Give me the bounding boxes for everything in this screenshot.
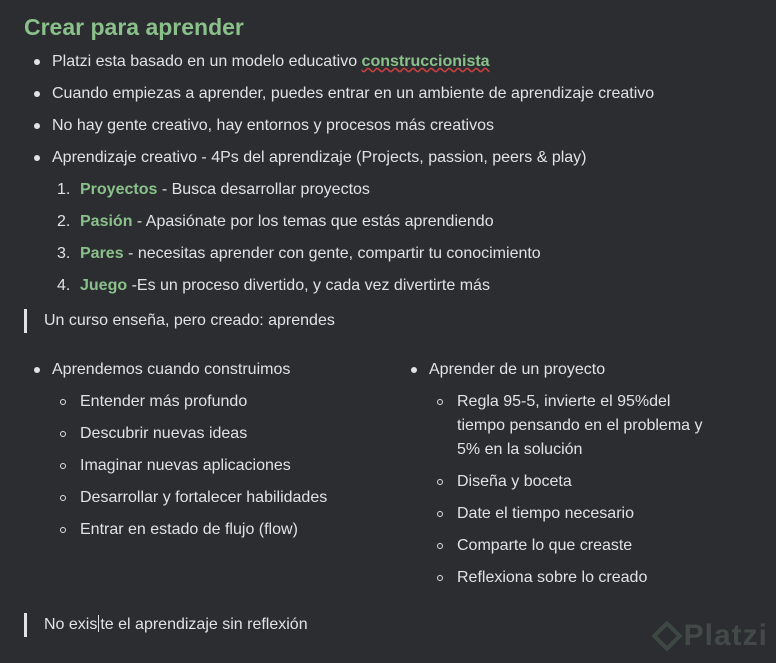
item-number: 4. [57, 277, 71, 294]
ordered-item [0, 238, 541, 270]
bullet-ring-icon [60, 527, 66, 533]
item-text: - necesitas aprender con gente, compartir tu conocimiento [123, 245, 541, 262]
sub-list-container [0, 386, 390, 546]
column-heading [0, 354, 390, 386]
platzi-logo-icon [651, 620, 682, 651]
sub-item-text: Entender más profundo [80, 393, 248, 410]
sub-item-text: Imaginar nuevas aplicaciones [80, 457, 291, 474]
sub-list-container [377, 386, 717, 594]
list-item [0, 46, 654, 78]
bullet-ring-icon [437, 399, 443, 405]
sub-list-item [0, 514, 390, 546]
sub-list-item [0, 386, 390, 418]
four-ps-list [0, 174, 541, 302]
sub-list [0, 386, 390, 546]
bullet-ring-icon [437, 575, 443, 581]
sub-list-item [0, 418, 390, 450]
sub-list [377, 386, 717, 594]
bullet-dot-icon [34, 155, 40, 161]
sub-item-text: Comparte lo que creaste [457, 537, 633, 554]
ordered-item [0, 174, 541, 206]
list-item [0, 142, 654, 174]
page-title: Crear para aprender [24, 14, 244, 40]
item-text: - Busca desarrollar proyectos [157, 181, 370, 198]
sub-list-item [377, 498, 717, 530]
column-heading-text: Aprendemos cuando construimos [52, 361, 291, 378]
sub-list-item [0, 450, 390, 482]
item-keyword: Proyectos [80, 181, 158, 198]
list-item-text: Cuando empiezas a aprender, puedes entrar en un ambiente de aprendizaje creativo [52, 85, 655, 102]
sub-item-text: Regla 95-5, invierte el 95%del tiempo pensando en el problema y 5% en la solución [457, 393, 703, 458]
watermark-text: Platzi [683, 619, 768, 652]
ordered-item [0, 270, 541, 302]
quote-text-part: te el aprendizaje sin reflexión [100, 616, 308, 633]
sub-item-text: Diseña y boceta [457, 473, 572, 490]
quote-text: Un curso enseña, pero creado: aprendes [44, 312, 335, 329]
highlighted-term: construccionista [361, 53, 490, 70]
list-item [0, 110, 654, 142]
bullet-ring-icon [437, 479, 443, 485]
sub-item-text: Descubrir nuevas ideas [80, 425, 248, 442]
blockquote-editing[interactable] [24, 613, 308, 637]
sub-item-text: Reflexiona sobre lo creado [457, 569, 648, 586]
column-heading-text: Aprender de un proyecto [429, 361, 606, 378]
right-column [377, 354, 717, 594]
blockquote [24, 309, 335, 333]
item-keyword: Pares [80, 245, 124, 262]
quote-text-part: No exis [44, 616, 98, 633]
left-column [0, 354, 390, 546]
bullet-dot-icon [34, 91, 40, 97]
item-keyword: Pasión [80, 213, 133, 230]
item-text: - Apasiónate por los temas que estás aprendiendo [132, 213, 494, 230]
bullet-ring-icon [60, 463, 66, 469]
list-item [0, 78, 654, 110]
list-item-text: Platzi esta basado en un modelo educativo [52, 53, 362, 70]
sub-item-text: Entrar en estado de flujo (flow) [80, 521, 298, 538]
bullet-ring-icon [60, 399, 66, 405]
bullet-ring-icon [437, 543, 443, 549]
item-number: 3. [57, 245, 71, 262]
bullet-dot-icon [411, 367, 417, 373]
list-item-text: Aprendizaje creativo - 4Ps del aprendizaje (Projects, passion, peers & play) [52, 149, 587, 166]
item-number: 1. [57, 181, 71, 198]
sub-list-item [0, 482, 390, 514]
item-number: 2. [57, 213, 71, 230]
bullet-ring-icon [60, 495, 66, 501]
bullet-ring-icon [60, 431, 66, 437]
list-item-text: No hay gente creativo, hay entornos y procesos más creativos [52, 117, 494, 134]
platzi-watermark [656, 619, 768, 653]
sub-list-item [377, 466, 717, 498]
bullet-dot-icon [34, 367, 40, 373]
bullet-dot-icon [34, 59, 40, 65]
sub-list-item [377, 386, 717, 466]
sub-item-text: Date el tiempo necesario [457, 505, 634, 522]
item-keyword: Juego [80, 277, 128, 294]
bullet-dot-icon [34, 123, 40, 129]
sub-list-item [377, 530, 717, 562]
ordered-item [0, 206, 541, 238]
column-heading [377, 354, 717, 386]
sub-list-item [377, 562, 717, 594]
bullet-ring-icon [437, 511, 443, 517]
sub-item-text: Desarrollar y fortalecer habilidades [80, 489, 328, 506]
item-text: -Es un proceso divertido, y cada vez divertirte más [127, 277, 490, 294]
main-bullet-list [0, 46, 654, 174]
